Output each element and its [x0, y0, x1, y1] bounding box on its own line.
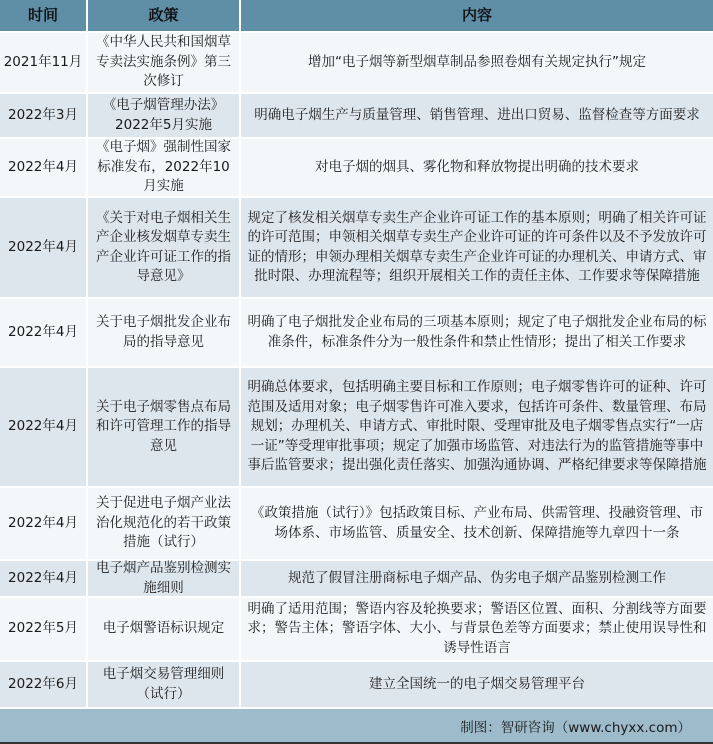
table-row [0, 368, 713, 488]
row-content: 明确了电子烟批发企业布局的三项基本原则；规定了电子烟批发企业布局的标准条件，标准条件分为一般性条件和禁止性情形；提出了相关工作要求 [241, 299, 713, 368]
row-content: 建立全国统一的电子烟交易管理平台 [241, 662, 713, 709]
table-row [0, 299, 713, 368]
table-header-row [0, 0, 713, 33]
row-time: 2022年4月 [0, 488, 88, 561]
table-row [0, 488, 713, 561]
row-policy: 电子烟交易管理细则（试行） [88, 662, 241, 709]
row-content: 明确总体要求，包括明确主要目标和工作原则；电子烟零售许可的证种、许可范围及适用对象；电子烟零售许可准入要求，包括许可条件、数量管理、布局规划；办理机关、申请方式、审批时限、受理审批及电子烟零售点实行“一店一证”等受理审批事项；规定了加强市场监管、对违法行为的监管措施等事中事后监管要求；提出强化责任落实、加强沟通协调、严格纪律要求等保障措施 [241, 368, 713, 488]
table-row [0, 662, 713, 709]
row-content: 明确电子烟生产与质量管理、销售管理、进出口贸易、监督检查等方面要求 [241, 94, 713, 139]
row-content: 对电子烟的烟具、雾化物和释放物提出明确的技术要求 [241, 139, 713, 198]
row-policy: 关于电子烟零售点布局和许可管理工作的指导意见 [88, 368, 241, 488]
source-credit: 制图：智研咨询（www.chyxx.com） [460, 719, 691, 736]
row-policy: 关于电子烟批发企业布局的指导意见 [88, 299, 241, 368]
row-time: 2022年4月 [0, 299, 88, 368]
row-policy: 电子烟产品鉴别检测实施细则 [88, 561, 241, 598]
row-content: 增加“电子烟等新型烟草制品参照卷烟有关规定执行”规定 [241, 33, 713, 94]
row-time: 2022年4月 [0, 368, 88, 488]
table-row [0, 94, 713, 139]
source-footer [0, 709, 713, 744]
header-time: 时间 [0, 0, 88, 33]
row-policy: 《关于对电子烟相关生产企业核发烟草专卖生产企业许可证工作的指导意见》 [88, 198, 241, 299]
table-row [0, 561, 713, 598]
row-content: 规范了假冒注册商标电子烟产品、伪劣电子烟产品鉴别检测工作 [241, 561, 713, 598]
row-content: 《政策措施（试行）》包括政策目标、产业布局、供需管理、投融资管理、市场体系、市场监管、质量安全、技术创新、保障措施等九章四十一条 [241, 488, 713, 561]
table-row [0, 33, 713, 94]
row-time: 2022年5月 [0, 598, 88, 662]
row-time: 2022年3月 [0, 94, 88, 139]
row-policy: 《电子烟管理办法》2022年5月实施 [88, 94, 241, 139]
row-policy: 《中华人民共和国烟草专卖法实施条例》第三次修订 [88, 33, 241, 94]
row-content: 规定了核发相关烟草专卖生产企业许可证工作的基本原则；明确了相关许可证的许可范围；申领相关烟草专卖生产企业许可证的许可条件以及不予发放许可证的情形；申领办理相关烟草专卖生产企业许可证的办理机关、申请方式、审批时限、办理流程等；组织开展相关工作的责任主体、工作要求等保障措施 [241, 198, 713, 299]
row-time: 2022年6月 [0, 662, 88, 709]
row-time: 2022年4月 [0, 139, 88, 198]
row-time: 2021年11月 [0, 33, 88, 94]
row-time: 2022年4月 [0, 198, 88, 299]
row-content: 明确了适用范围；警语内容及轮换要求；警语区位置、面积、分割线等方面要求；警告主体；警语字体、大小、与背景色差等方面要求；禁止使用误导性和诱导性语言 [241, 598, 713, 662]
row-policy: 关于促进电子烟产业法治化规范化的若干政策措施（试行） [88, 488, 241, 561]
header-policy: 政策 [88, 0, 241, 33]
row-policy: 电子烟警语标识规定 [88, 598, 241, 662]
table-row [0, 139, 713, 198]
table-row [0, 598, 713, 662]
header-content: 内容 [241, 0, 713, 33]
table-row [0, 198, 713, 299]
row-time: 2022年4月 [0, 561, 88, 598]
row-policy: 《电子烟》强制性国家标准发布，2022年10月实施 [88, 139, 241, 198]
